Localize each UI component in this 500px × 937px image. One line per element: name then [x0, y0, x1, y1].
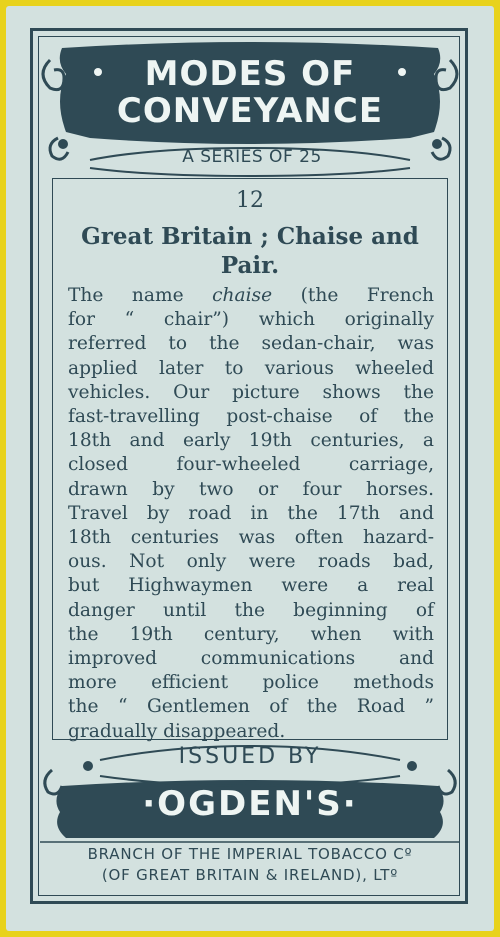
- description-line: fast-travelling post-chaise of the: [68, 406, 434, 428]
- description-line: closed four-wheeled carriage,: [68, 454, 434, 476]
- branch-text: [40, 844, 460, 886]
- description-line: 18th centuries was often hazard-: [68, 527, 434, 549]
- card-heading: Great Britain ; Chaise and Pair.: [81, 223, 419, 279]
- description-line: more efficient police methods: [68, 672, 434, 694]
- description-line: the 19th century, when with: [68, 623, 434, 645]
- description-line: improved communications and: [68, 648, 434, 670]
- description-line: gradually disappeared.: [68, 720, 286, 742]
- series-label: A SERIES OF 25: [182, 147, 322, 167]
- description-line: but Highwaymen were a real: [68, 575, 434, 597]
- brand-name: ·OGDEN'S·: [142, 784, 358, 824]
- description-line: Travel by road in the 17th and: [68, 502, 434, 524]
- branch-line-2: (OF GREAT BRITAIN & IRELAND), LTº: [101, 866, 399, 884]
- issued-by-label: ISSUED BY: [178, 744, 322, 769]
- description-line: ous. Not only were roads bad,: [68, 551, 434, 573]
- description-line: applied later to various wheeled: [68, 357, 434, 379]
- description-line: drawn by two or four horses.: [68, 478, 434, 500]
- description-line: danger until the beginning of: [68, 599, 434, 621]
- description-line: for “ chair”) which originally: [68, 309, 434, 331]
- description-line: referred to the sedan-chair, was: [68, 333, 434, 355]
- description-line: The name chaise (the French: [68, 285, 434, 306]
- description-line: 18th and early 19th centuries, a: [68, 430, 434, 452]
- card-title-line1: MODES OF: [144, 54, 356, 94]
- card-number: 12: [236, 188, 264, 213]
- card-title-line2: CONVEYANCE: [116, 91, 384, 131]
- description-line: vehicles. Our picture shows the: [68, 381, 434, 403]
- card-description: [68, 284, 434, 744]
- branch-line-1: BRANCH OF THE IMPERIAL TOBACCO Cº: [87, 845, 413, 863]
- description-line: the “ Gentlemen of the Road ”: [68, 696, 434, 718]
